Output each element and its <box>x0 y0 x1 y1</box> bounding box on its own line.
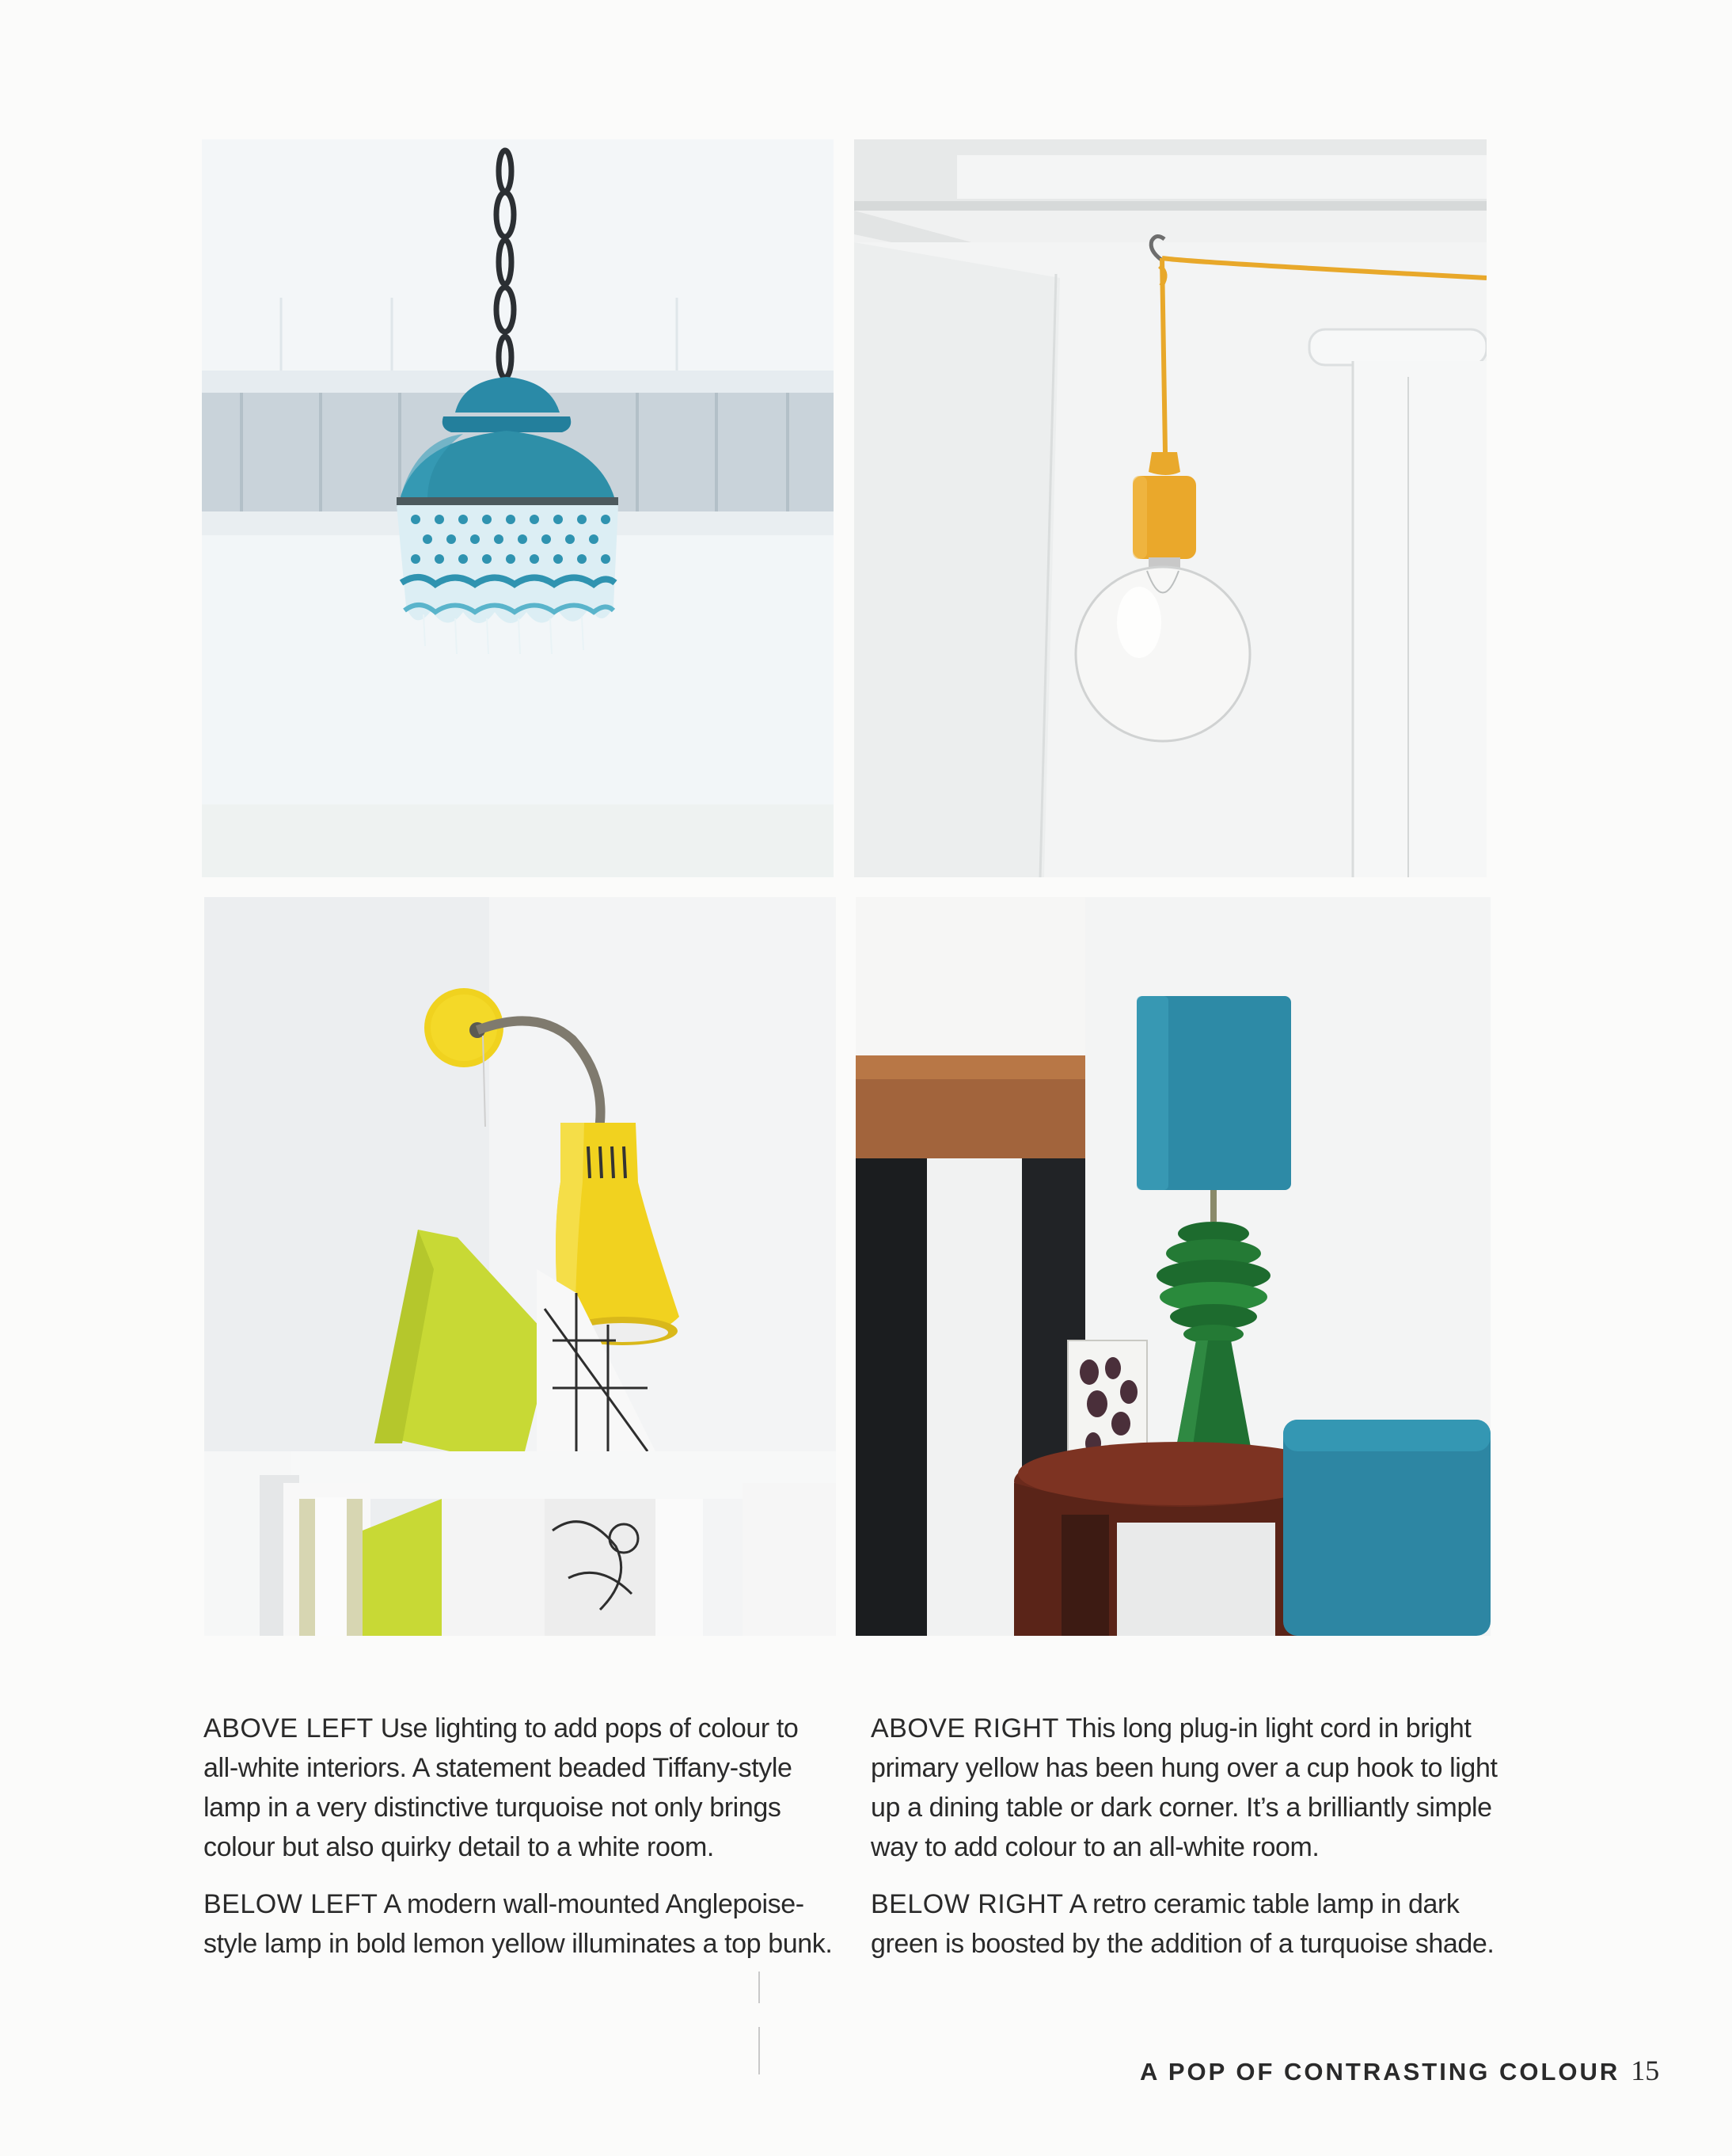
caption-text: This long plug-in light cord in bright primary yellow has been hung over a cup hook to light up a dining table or dark corner. It’s a brilliantly simple way to add colour to an all-white room. <box>871 1713 1498 1862</box>
caption-lead: BELOW RIGHT <box>871 1889 1064 1919</box>
caption-below-right <box>871 1884 1504 1964</box>
photo-below-left <box>204 897 836 1636</box>
gutter-mark <box>758 1972 760 2003</box>
yellow-cord-photo <box>854 139 1487 877</box>
photo-above-left <box>202 139 834 877</box>
caption-text: A retro ceramic table lamp in dark green is boosted by the addition of a turquoise shade. <box>871 1889 1495 1959</box>
caption-lead: ABOVE RIGHT <box>871 1713 1059 1743</box>
wall-lamp-photo <box>204 897 836 1636</box>
folio <box>1140 2054 1660 2087</box>
caption-text: A modern wall-mounted Anglepoise-style lamp in bold lemon yellow illuminates a top bunk. <box>203 1889 833 1959</box>
table-lamp-photo <box>856 897 1491 1636</box>
page-number: 15 <box>1631 2055 1660 2086</box>
caption-above-right <box>871 1709 1504 1867</box>
caption-below-left <box>203 1884 837 1964</box>
caption-above-left <box>203 1709 837 1867</box>
gutter-mark <box>758 2027 760 2074</box>
caption-lead: ABOVE LEFT <box>203 1713 374 1743</box>
photo-above-right <box>854 139 1487 877</box>
caption-text: Use lighting to add pops of colour to all-white interiors. A statement beaded Tiffany-style lamp in a very distinctive turquoise not only brings colour but also quirky detail to a white room. <box>203 1713 799 1862</box>
captions-left-column <box>203 1709 837 1981</box>
caption-lead: BELOW LEFT <box>203 1889 378 1919</box>
captions-right-column <box>871 1709 1504 1981</box>
photo-below-right <box>856 897 1491 1636</box>
section-title: A POP OF CONTRASTING COLOUR <box>1140 2058 1620 2086</box>
tiffany-lamp-photo <box>202 139 834 877</box>
